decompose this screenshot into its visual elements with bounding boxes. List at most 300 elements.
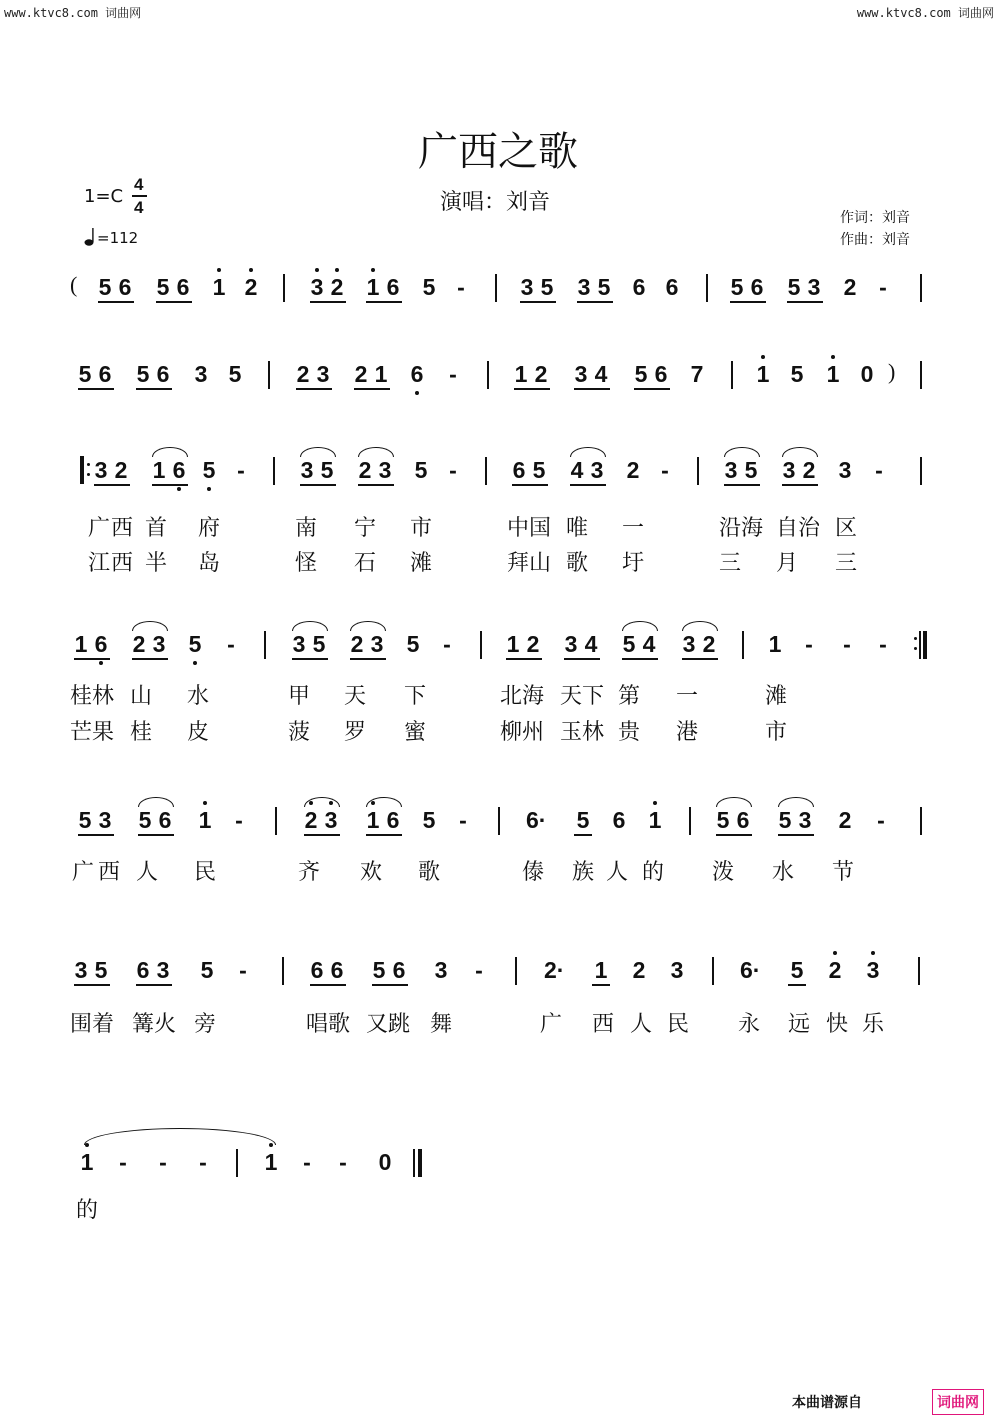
dash: - bbox=[661, 457, 669, 483]
note: 6 bbox=[156, 361, 170, 387]
high-dot bbox=[371, 268, 375, 272]
dotted-note: 6· bbox=[526, 807, 547, 833]
note: 4 bbox=[594, 361, 608, 387]
note: 6 bbox=[750, 274, 764, 300]
note: 4 bbox=[570, 457, 584, 483]
lyric: 一 bbox=[676, 684, 699, 709]
high-dot bbox=[653, 801, 657, 805]
dash: - bbox=[875, 457, 883, 483]
note: 5 bbox=[312, 631, 326, 657]
note: 6 bbox=[612, 807, 626, 833]
note: 6 bbox=[330, 957, 344, 983]
watermark-left: www.ktvc8.com 词曲网 bbox=[4, 6, 142, 20]
site-logo: 词曲网 bbox=[932, 1389, 984, 1415]
underline bbox=[724, 484, 760, 486]
note: 3 bbox=[724, 457, 738, 483]
underline bbox=[574, 388, 610, 390]
note: 6 bbox=[410, 361, 424, 387]
lyric: 广 bbox=[540, 1012, 563, 1037]
note: 2 bbox=[632, 957, 646, 983]
underline bbox=[78, 834, 114, 836]
note: 5 bbox=[94, 957, 108, 983]
underline bbox=[570, 484, 606, 486]
barline bbox=[918, 957, 920, 985]
lyric: 府 bbox=[198, 516, 221, 541]
note: 5 bbox=[228, 361, 242, 387]
barline bbox=[485, 457, 487, 485]
lyric: 甲 bbox=[288, 684, 311, 709]
lyric: 族 bbox=[572, 860, 595, 885]
underline bbox=[716, 834, 752, 836]
note: 2 bbox=[828, 957, 842, 983]
note: 3 bbox=[310, 274, 324, 300]
lyric: 水 bbox=[772, 860, 795, 885]
lyric: 菠 bbox=[288, 720, 311, 745]
high-dot bbox=[249, 268, 253, 272]
note: 6 bbox=[386, 807, 400, 833]
final-thick-bar bbox=[418, 1149, 422, 1177]
lyric: 区 bbox=[835, 516, 858, 541]
barline bbox=[920, 274, 922, 302]
note: 6 bbox=[665, 274, 679, 300]
barline bbox=[920, 457, 922, 485]
lyric: 人 bbox=[136, 860, 159, 885]
note: 1 bbox=[264, 1149, 278, 1175]
note: 5 bbox=[200, 957, 214, 983]
dash: - bbox=[239, 957, 247, 983]
barline bbox=[495, 274, 497, 302]
note: 5 bbox=[202, 457, 216, 483]
dash: - bbox=[159, 1149, 167, 1175]
note: 2 bbox=[330, 274, 344, 300]
underline bbox=[778, 834, 814, 836]
lyric: 人 bbox=[630, 1012, 653, 1037]
lyric: 自治 bbox=[776, 516, 821, 541]
barline bbox=[268, 361, 270, 389]
lyric: 又跳 bbox=[366, 1012, 411, 1037]
lyric: 月 bbox=[776, 551, 799, 576]
note: 1 bbox=[514, 361, 528, 387]
tie bbox=[292, 621, 328, 631]
lyric: 皮 bbox=[187, 720, 210, 745]
note: 1 bbox=[366, 274, 380, 300]
note: 2 bbox=[838, 807, 852, 833]
key-signature: 1=C bbox=[84, 186, 124, 207]
barline bbox=[706, 274, 708, 302]
note: 5 bbox=[372, 957, 386, 983]
note: 5 bbox=[790, 361, 804, 387]
note: 5 bbox=[156, 274, 170, 300]
barline bbox=[920, 807, 922, 835]
high-dot bbox=[203, 801, 207, 805]
note: 2 bbox=[114, 457, 128, 483]
lyric: 港 bbox=[676, 720, 699, 745]
note: 5 bbox=[136, 361, 150, 387]
lyric: 桂 bbox=[130, 720, 153, 745]
song-title: 广西之歌 bbox=[418, 129, 578, 175]
underline bbox=[788, 984, 806, 986]
lyric: 篝火 bbox=[132, 1012, 177, 1037]
note: 3 bbox=[378, 457, 392, 483]
note: 6 bbox=[94, 631, 108, 657]
lyric: 一 bbox=[622, 516, 645, 541]
underline bbox=[304, 834, 340, 836]
note: 1 bbox=[768, 631, 782, 657]
underline bbox=[520, 301, 556, 303]
tie bbox=[300, 447, 336, 457]
tie bbox=[716, 797, 752, 807]
dotted-note: 6· bbox=[740, 957, 761, 983]
lyric: 岛 bbox=[198, 551, 221, 576]
lyric: 歌 bbox=[418, 860, 441, 885]
quarter-note-icon bbox=[84, 228, 96, 250]
high-dot bbox=[371, 801, 375, 805]
lyric: 贵 bbox=[618, 720, 641, 745]
underline bbox=[98, 301, 134, 303]
note: 3 bbox=[98, 807, 112, 833]
note: 6 bbox=[176, 274, 190, 300]
note: 1 bbox=[198, 807, 212, 833]
note: 3 bbox=[838, 457, 852, 483]
lyric: 人 bbox=[606, 860, 629, 885]
dash: - bbox=[443, 631, 451, 657]
lyric: 唱歌 bbox=[306, 1012, 351, 1037]
note: 6 bbox=[654, 361, 668, 387]
note: 3 bbox=[866, 957, 880, 983]
lyric: 齐 bbox=[298, 860, 321, 885]
underline bbox=[292, 658, 328, 660]
dash: - bbox=[303, 1149, 311, 1175]
barline bbox=[731, 361, 733, 389]
note: 1 bbox=[80, 1149, 94, 1175]
lyric: 西 bbox=[98, 860, 121, 885]
tempo-marking: =112 bbox=[97, 229, 139, 247]
underline bbox=[350, 658, 386, 660]
watermark-right: www.ktvc8.com 词曲网 bbox=[856, 6, 994, 20]
note: 3 bbox=[577, 274, 591, 300]
composer-credit: 作曲：刘音 bbox=[840, 232, 910, 248]
lyric: 怪 bbox=[295, 551, 318, 576]
lyric: 西 bbox=[111, 516, 134, 541]
lyric: 三 bbox=[835, 551, 858, 576]
dash: - bbox=[119, 1149, 127, 1175]
lyric: 傣 bbox=[522, 860, 545, 885]
dash: - bbox=[235, 807, 243, 833]
repeat-dot bbox=[87, 473, 90, 476]
note: 1 bbox=[74, 631, 88, 657]
note: 1 bbox=[826, 361, 840, 387]
dotted-note: 2· bbox=[544, 957, 565, 983]
underline bbox=[592, 984, 610, 986]
high-dot bbox=[761, 355, 765, 359]
barline bbox=[712, 957, 714, 985]
underline bbox=[514, 388, 550, 390]
note: 5 bbox=[597, 274, 611, 300]
note: 3 bbox=[782, 457, 796, 483]
note: 3 bbox=[564, 631, 578, 657]
lyric: 罗 bbox=[344, 720, 367, 745]
lyric: 市 bbox=[410, 516, 433, 541]
lyric: 西 bbox=[111, 551, 134, 576]
lyric: 石 bbox=[354, 551, 377, 576]
note: 5 bbox=[778, 807, 792, 833]
dash: - bbox=[339, 1149, 347, 1175]
high-dot bbox=[335, 268, 339, 272]
note: 3 bbox=[316, 361, 330, 387]
lyric: 的 bbox=[76, 1198, 99, 1223]
note: 3 bbox=[798, 807, 812, 833]
repeat-start-bar bbox=[80, 456, 84, 484]
note: 6 bbox=[386, 274, 400, 300]
note: 3 bbox=[370, 631, 384, 657]
underline bbox=[156, 301, 192, 303]
barline bbox=[283, 274, 285, 302]
barline bbox=[264, 631, 266, 659]
high-dot bbox=[269, 1143, 273, 1147]
lyric: 桂林 bbox=[70, 684, 115, 709]
dash: - bbox=[199, 1149, 207, 1175]
lyric: 围着 bbox=[70, 1012, 115, 1037]
repeat-close-paren: ) bbox=[888, 359, 896, 384]
note: 1 bbox=[648, 807, 662, 833]
lyric: 滩 bbox=[410, 551, 433, 576]
dash: - bbox=[879, 274, 887, 300]
high-dot bbox=[871, 951, 875, 955]
lyric: 芒果 bbox=[70, 720, 115, 745]
lyric: 三 bbox=[719, 551, 742, 576]
note: 2 bbox=[802, 457, 816, 483]
note: 5 bbox=[622, 631, 636, 657]
lyric: 市 bbox=[765, 720, 788, 745]
high-dot bbox=[831, 355, 835, 359]
note: 1 bbox=[212, 274, 226, 300]
note: 2 bbox=[296, 361, 310, 387]
underline bbox=[782, 484, 818, 486]
lyric: 天下 bbox=[560, 684, 605, 709]
underline bbox=[152, 484, 188, 486]
underline bbox=[682, 658, 718, 660]
barline bbox=[515, 957, 517, 985]
tie bbox=[132, 621, 168, 631]
note: 3 bbox=[324, 807, 338, 833]
tie bbox=[138, 797, 174, 807]
dash: - bbox=[459, 807, 467, 833]
lyric: 中国 bbox=[507, 516, 552, 541]
lyric: 泼 bbox=[712, 860, 735, 885]
time-signature-line bbox=[132, 195, 147, 197]
underline bbox=[787, 301, 823, 303]
high-dot bbox=[329, 801, 333, 805]
high-dot bbox=[315, 268, 319, 272]
dash: - bbox=[449, 457, 457, 483]
note: 5 bbox=[540, 274, 554, 300]
note: 5 bbox=[422, 274, 436, 300]
underline bbox=[74, 984, 110, 986]
underline bbox=[136, 984, 172, 986]
note: 2 bbox=[534, 361, 548, 387]
note: 2 bbox=[843, 274, 857, 300]
lyric: 歌 bbox=[566, 551, 589, 576]
lyric: 圩 bbox=[622, 551, 645, 576]
dash: - bbox=[227, 631, 235, 657]
repeat-dot bbox=[914, 647, 917, 650]
note: 6 bbox=[136, 957, 150, 983]
low-dot bbox=[99, 661, 103, 665]
lyric: 蜜 bbox=[404, 720, 427, 745]
tie bbox=[350, 621, 386, 631]
dash: - bbox=[457, 274, 465, 300]
dash: - bbox=[475, 957, 483, 983]
lyric: 民 bbox=[194, 860, 217, 885]
note: 1 bbox=[374, 361, 388, 387]
low-dot bbox=[415, 391, 419, 395]
underline bbox=[136, 388, 172, 390]
note: 3 bbox=[194, 361, 208, 387]
note: 1 bbox=[366, 807, 380, 833]
lyric: 下 bbox=[404, 684, 427, 709]
underline bbox=[577, 301, 613, 303]
underline bbox=[366, 301, 402, 303]
tie bbox=[358, 447, 394, 457]
underline bbox=[132, 658, 168, 660]
note: 1 bbox=[594, 957, 608, 983]
tie bbox=[152, 447, 188, 457]
note: 2 bbox=[304, 807, 318, 833]
note: 5 bbox=[78, 361, 92, 387]
underline bbox=[634, 388, 670, 390]
note: 1 bbox=[756, 361, 770, 387]
low-dot bbox=[193, 661, 197, 665]
note: 5 bbox=[634, 361, 648, 387]
lyric: 快 bbox=[826, 1012, 849, 1037]
note: 5 bbox=[406, 631, 420, 657]
time-signature-bottom: 4 bbox=[134, 198, 144, 217]
note: 5 bbox=[414, 457, 428, 483]
underline bbox=[358, 484, 394, 486]
barline bbox=[498, 807, 500, 835]
note: 5 bbox=[138, 807, 152, 833]
tie-long bbox=[84, 1128, 276, 1145]
note: 6 bbox=[632, 274, 646, 300]
note: 6 bbox=[310, 957, 324, 983]
lyric: 沿海 bbox=[719, 516, 764, 541]
lyric: 南 bbox=[295, 516, 318, 541]
lyric: 拜山 bbox=[507, 551, 552, 576]
underline bbox=[310, 984, 346, 986]
note: 6 bbox=[736, 807, 750, 833]
lyric: 水 bbox=[187, 684, 210, 709]
lyric: 柳州 bbox=[500, 720, 545, 745]
note: 6 bbox=[158, 807, 172, 833]
note: 5 bbox=[188, 631, 202, 657]
repeat-open-paren: ( bbox=[70, 272, 78, 297]
note: 3 bbox=[152, 631, 166, 657]
underline bbox=[366, 834, 402, 836]
note: 3 bbox=[670, 957, 684, 983]
repeat-end-thin-bar bbox=[919, 631, 921, 659]
note: 3 bbox=[156, 957, 170, 983]
tie bbox=[682, 621, 718, 631]
lyric: 北海 bbox=[500, 684, 545, 709]
dash: - bbox=[877, 807, 885, 833]
lyric: 远 bbox=[788, 1012, 811, 1037]
underline bbox=[296, 388, 332, 390]
note: 2 bbox=[702, 631, 716, 657]
repeat-dot bbox=[914, 637, 917, 640]
note: 5 bbox=[422, 807, 436, 833]
low-dot bbox=[177, 487, 181, 491]
barline bbox=[273, 457, 275, 485]
barline bbox=[920, 361, 922, 389]
note: 5 bbox=[716, 807, 730, 833]
note: 2 bbox=[358, 457, 372, 483]
note: 4 bbox=[584, 631, 598, 657]
dash: - bbox=[805, 631, 813, 657]
note: 3 bbox=[520, 274, 534, 300]
underline bbox=[138, 834, 174, 836]
lyric: 广 bbox=[72, 860, 95, 885]
barline bbox=[742, 631, 744, 659]
tie bbox=[622, 621, 658, 631]
note: 3 bbox=[682, 631, 696, 657]
lyric: 第 bbox=[618, 684, 641, 709]
barline bbox=[487, 361, 489, 389]
note: 5 bbox=[790, 957, 804, 983]
note: 2 bbox=[626, 457, 640, 483]
underline bbox=[78, 388, 114, 390]
note: 3 bbox=[94, 457, 108, 483]
lyric: 玉林 bbox=[560, 720, 605, 745]
high-dot bbox=[833, 951, 837, 955]
lyric: 宁 bbox=[354, 516, 377, 541]
lyric: 的 bbox=[642, 860, 665, 885]
underline bbox=[506, 658, 542, 660]
note: 6 bbox=[118, 274, 132, 300]
underline bbox=[300, 484, 336, 486]
note: 0 bbox=[860, 361, 874, 387]
note: 2 bbox=[132, 631, 146, 657]
note: 2 bbox=[350, 631, 364, 657]
underline bbox=[564, 658, 600, 660]
lyric: 民 bbox=[667, 1012, 690, 1037]
note: 5 bbox=[78, 807, 92, 833]
note: 4 bbox=[642, 631, 656, 657]
lyric: 节 bbox=[832, 860, 855, 885]
note: 5 bbox=[532, 457, 546, 483]
lyric: 滩 bbox=[765, 684, 788, 709]
lyric: 江 bbox=[88, 551, 111, 576]
note: 2 bbox=[526, 631, 540, 657]
underline bbox=[730, 301, 766, 303]
underline bbox=[354, 388, 390, 390]
tie bbox=[782, 447, 818, 457]
barline bbox=[689, 807, 691, 835]
high-dot bbox=[217, 268, 221, 272]
underline bbox=[74, 658, 110, 660]
barline bbox=[275, 807, 277, 835]
note: 5 bbox=[320, 457, 334, 483]
lyric: 广 bbox=[88, 516, 111, 541]
note: 5 bbox=[576, 807, 590, 833]
underline bbox=[94, 484, 130, 486]
dash: - bbox=[449, 361, 457, 387]
high-dot bbox=[309, 801, 313, 805]
lyric: 乐 bbox=[862, 1012, 885, 1037]
note: 0 bbox=[378, 1149, 392, 1175]
repeat-dot bbox=[87, 463, 90, 466]
note: 6 bbox=[392, 957, 406, 983]
lyric: 欢 bbox=[360, 860, 383, 885]
